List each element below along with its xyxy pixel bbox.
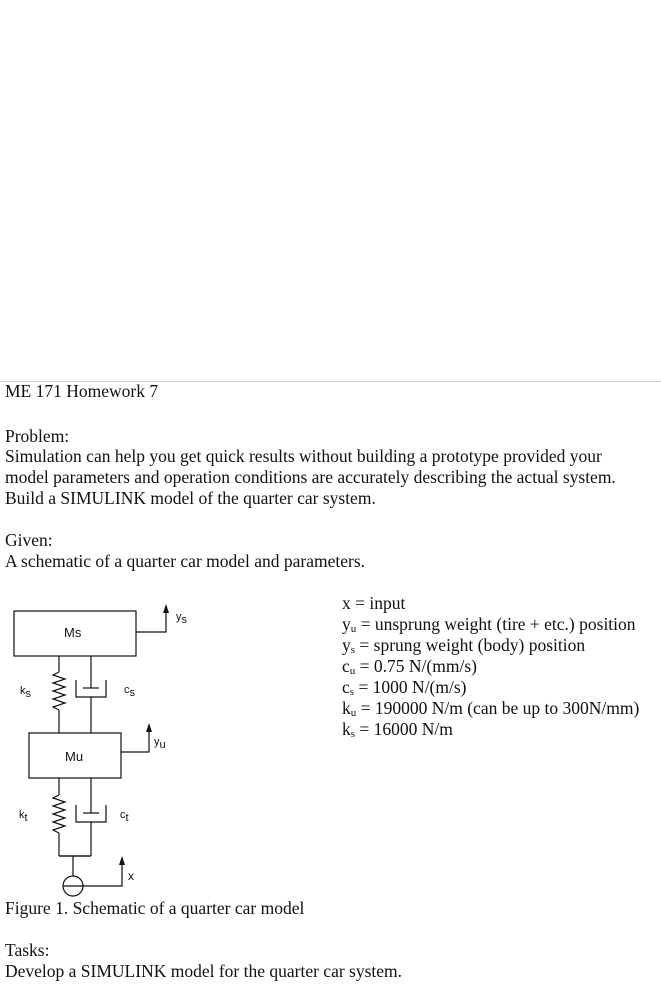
ct-label: ct <box>120 809 129 824</box>
cs-damper <box>76 656 106 733</box>
x-label: x <box>128 869 134 883</box>
problem-line-2: model parameters and operation conditions are accurately describing the actual system. <box>5 467 616 487</box>
param-cs: $c_s = 1000$ N/(m/s) <box>342 677 467 698</box>
yu-label: yu <box>154 736 166 751</box>
param-x: x = input <box>342 593 406 613</box>
param-ku: $k_u = 190000$ N/m (can be up to 300N/mm) <box>342 698 640 719</box>
ys-label: ys <box>176 611 187 626</box>
x-input-line <box>83 864 122 886</box>
yu-output-line <box>121 730 149 752</box>
tasks-heading: Tasks: <box>5 940 50 960</box>
ys-arrow-icon <box>163 604 169 613</box>
tasks-text: Develop a SIMULINK model for the quarter car system. <box>5 961 403 981</box>
param-ys: $y_s$ = sprung weight (body) position <box>342 635 586 656</box>
ks-spring <box>53 656 65 733</box>
ms-label: Ms <box>64 625 82 640</box>
yu-arrow-icon <box>146 723 152 732</box>
param-ks: $k_s = 16000$ N/m <box>342 719 453 740</box>
given-text: A schematic of a quarter car model and parameters. <box>5 551 366 571</box>
ys-output-line <box>136 612 166 632</box>
param-yu: $y_u$ = unsprung weight (tire + etc.) position <box>342 614 636 635</box>
given-heading: Given: <box>5 530 53 550</box>
ks-label: ks <box>20 685 31 700</box>
figure-caption: Figure 1. Schematic of a quarter car model <box>5 898 305 918</box>
problem-heading: Problem: <box>5 426 70 446</box>
ct-damper <box>76 778 106 856</box>
mu-label: Mu <box>65 749 84 764</box>
problem-line-1: Simulation can help you get quick results without building a prototype provided your <box>5 446 602 466</box>
cs-label: cs <box>124 684 135 699</box>
param-cu: $c_u = 0.75$ N/(mm/s) <box>342 656 477 677</box>
kt-spring <box>53 778 65 856</box>
x-arrow-icon <box>119 856 125 865</box>
problem-line-3: Build a SIMULINK model of the quarter car system. <box>5 488 376 508</box>
kt-label: kt <box>19 809 28 824</box>
document-title: ME 171 Homework 7 <box>5 381 159 401</box>
